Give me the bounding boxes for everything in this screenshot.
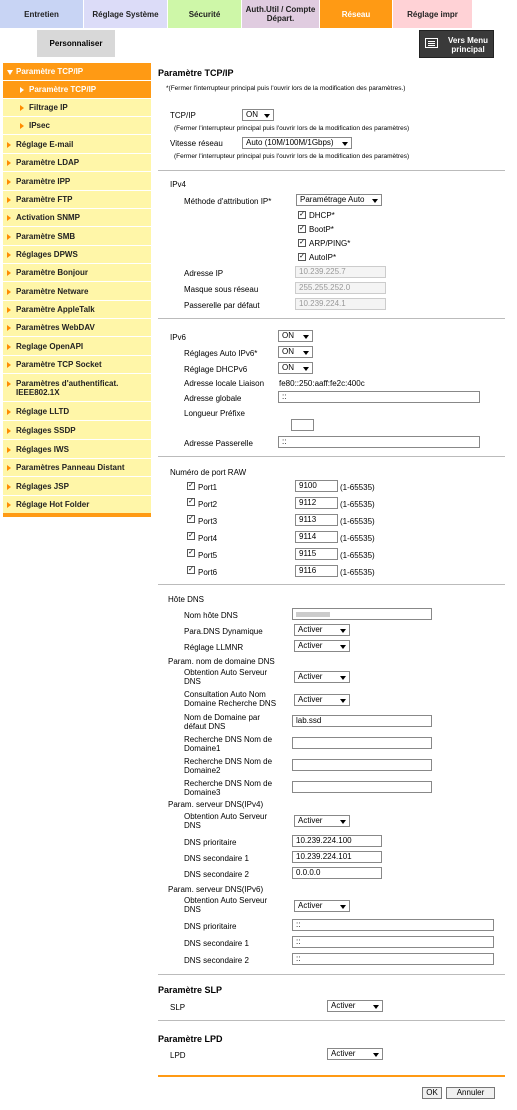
sidebar-item-label: Réglage Hot Folder — [16, 500, 90, 509]
sidebar-item-label: Réglages DPWS — [16, 250, 78, 259]
dhcpv6-select[interactable] — [278, 362, 313, 374]
lpd-value: Activer — [331, 1049, 356, 1058]
port1-field[interactable]: 9100 — [295, 480, 338, 492]
slp-value: Activer — [331, 1001, 356, 1010]
default-domain-label: Nom de Domaine par défaut DNS — [184, 713, 261, 731]
link-local-value: fe80::250:aaff:fe2c:400c — [279, 379, 365, 388]
sidebar-item-ftp[interactable] — [3, 191, 151, 209]
ipv6-auto-value: ON — [282, 347, 294, 356]
chevron-right-icon — [7, 215, 11, 221]
sidebar-item-label: Paramètre Netware — [16, 287, 89, 296]
port5-range: (1-65535) — [340, 551, 375, 560]
chevron-right-icon — [7, 484, 11, 490]
v6-secondary1-label: DNS secondaire 1 — [184, 939, 249, 948]
slp-select[interactable] — [327, 1000, 383, 1012]
search1-label: Recherche DNS Nom de Domaine1 — [184, 735, 273, 753]
sidebar-item-label: Réglage E-mail — [16, 140, 74, 149]
vitesse-value: Auto (10M/100M/1Gbps) — [246, 138, 334, 147]
sidebar-item-ipp[interactable] — [3, 173, 151, 191]
chevron-right-icon — [20, 87, 24, 93]
dropdown-arrow-icon — [342, 142, 348, 146]
dyn-dns-select[interactable] — [294, 624, 350, 636]
port4-checkbox[interactable]: ✓ — [188, 532, 194, 539]
tab-securite[interactable]: Sécurité — [168, 0, 242, 28]
divider — [158, 456, 505, 457]
port5-field[interactable]: 9115 — [295, 548, 338, 560]
sidebar-item-label: Réglages IWS — [16, 445, 69, 454]
dropdown-arrow-icon — [340, 645, 346, 649]
v6-auto-label: Obtention Auto Serveur DNS — [184, 896, 268, 914]
dns-host-field[interactable] — [292, 608, 432, 620]
chevron-right-icon — [7, 289, 11, 295]
arp-ping-label: ARP/PING* — [309, 239, 351, 248]
chevron-right-icon — [7, 381, 11, 387]
main-content — [158, 63, 508, 1108]
ipv6-gateway-field[interactable]: :: — [278, 436, 480, 448]
llmnr-select[interactable] — [294, 640, 350, 652]
raw-port-heading: Numéro de port RAW — [170, 468, 247, 477]
vitesse-note: (Fermer l'interrupteur principal puis l'ouvrir lors de la modification des paramètres) — [174, 153, 410, 160]
search1-field[interactable] — [292, 737, 432, 749]
port2-range: (1-65535) — [340, 500, 375, 509]
ok-button[interactable]: OK — [422, 1087, 442, 1099]
port3-checkbox[interactable]: ✓ — [188, 515, 194, 522]
autoip-checkbox[interactable]: ✓ — [299, 253, 305, 260]
gateway-field[interactable]: 10.239.224.1 — [295, 298, 386, 310]
port5-label: Port5 — [198, 551, 218, 560]
port3-range: (1-65535) — [340, 517, 375, 526]
dropdown-arrow-icon — [303, 351, 309, 355]
auto-server-value: Activer — [298, 672, 323, 681]
ip-method-label: Méthode d'attribution IP* — [184, 197, 272, 206]
sidebar — [3, 63, 151, 513]
llmnr-value: Activer — [298, 641, 323, 650]
chevron-right-icon — [7, 428, 11, 434]
ipv6-select[interactable] — [278, 330, 313, 342]
dhcp-label: DHCP* — [309, 211, 335, 220]
chevron-right-icon — [7, 160, 11, 166]
sidebar-item-jsp[interactable] — [3, 478, 151, 496]
sidebar-item-tcp-socket[interactable] — [3, 356, 151, 374]
ipv4-heading: IPv4 — [170, 180, 187, 189]
tab-reseau[interactable]: Réseau — [320, 0, 393, 28]
prefix-length-label: Longueur Préfixe — [184, 409, 245, 418]
v6-auto-select[interactable] — [294, 900, 350, 912]
sidebar-item-label: Paramètre LDAP — [16, 158, 80, 167]
ip-address-field[interactable]: 10.239.225.7 — [295, 266, 386, 278]
port3-label: Port3 — [198, 517, 218, 526]
v4-secondary2-label: DNS secondaire 2 — [184, 870, 249, 879]
sidebar-item-label: Réglage LLTD — [16, 407, 70, 416]
consult-select[interactable] — [294, 694, 350, 706]
port4-range: (1-65535) — [340, 534, 375, 543]
sidebar-item-iws[interactable] — [3, 441, 151, 459]
sidebar-item-label: Reglage OpenAPI — [16, 342, 84, 351]
sidebar-item-snmp[interactable] — [3, 209, 151, 227]
sidebar-item-label: Paramètre TCP/IP — [16, 67, 84, 76]
chevron-right-icon — [7, 252, 11, 258]
ip-method-select[interactable] — [296, 194, 382, 206]
chevron-right-icon — [20, 123, 24, 129]
sidebar-item-label: Filtrage IP — [29, 103, 68, 112]
sidebar-item-smb[interactable] — [3, 228, 151, 246]
consult-label: Consultation Auto Nom Domaine Recherche DNS — [184, 690, 277, 708]
vitesse-label: Vitesse réseau — [170, 139, 223, 148]
tcpip-label: TCP/IP — [170, 111, 196, 120]
port6-checkbox[interactable]: ✓ — [188, 566, 194, 573]
sidebar-item-openapi[interactable] — [3, 338, 151, 356]
main-menu-button[interactable] — [419, 30, 494, 58]
chevron-right-icon — [7, 307, 11, 313]
dns-host-label: Nom hôte DNS — [184, 611, 238, 620]
sidebar-item-panneau-distant[interactable] — [3, 459, 151, 477]
global-address-label: Adresse globale — [184, 394, 242, 403]
ipv6-auto-label: Réglages Auto IPv6* — [184, 349, 258, 358]
ip-method-value: Paramétrage Auto — [300, 195, 365, 204]
dropdown-arrow-icon — [264, 114, 270, 118]
port2-label: Port2 — [198, 500, 218, 509]
ipv6-gateway-label: Adresse Passerelle — [184, 439, 253, 448]
ipv6-heading: IPv6 — [170, 333, 187, 342]
sidebar-item-ieee8021x[interactable] — [3, 375, 151, 402]
sidebar-item-dpws[interactable] — [3, 246, 151, 264]
sidebar-item-ldap[interactable] — [3, 154, 151, 172]
v6-secondary2-label: DNS secondaire 2 — [184, 956, 249, 965]
arp-ping-checkbox[interactable]: ✓ — [299, 239, 305, 246]
dropdown-arrow-icon — [373, 1053, 379, 1057]
sidebar-item-ipsec[interactable] — [3, 117, 151, 135]
dns-v6-heading: Param. serveur DNS(IPv6) — [168, 885, 264, 894]
chevron-down-icon — [7, 70, 13, 75]
v6-primary-label: DNS prioritaire — [184, 922, 237, 931]
sidebar-item-label: IPsec — [29, 121, 50, 130]
tab-entretien[interactable]: Entretien — [0, 0, 84, 28]
v4-auto-value: Activer — [298, 816, 323, 825]
main-menu-label: Vers Menu principal — [447, 36, 488, 54]
lpd-label: LPD — [170, 1051, 186, 1060]
port2-checkbox[interactable]: ✓ — [188, 498, 194, 505]
dropdown-arrow-icon — [340, 676, 346, 680]
dropdown-arrow-icon — [303, 367, 309, 371]
cancel-button[interactable]: Annuler — [446, 1087, 495, 1099]
sidebar-item-hot-folder[interactable] — [3, 496, 151, 514]
default-domain-field[interactable]: lab.ssd — [292, 715, 432, 727]
v6-secondary1-field[interactable]: :: — [292, 936, 494, 948]
search3-field[interactable] — [292, 781, 432, 793]
port5-checkbox[interactable]: ✓ — [188, 549, 194, 556]
sidebar-item-filtrage-ip[interactable] — [3, 99, 151, 117]
chevron-right-icon — [7, 362, 11, 368]
sidebar-item-email[interactable] — [3, 136, 151, 154]
ipv6-value: ON — [282, 331, 294, 340]
v4-auto-label: Obtention Auto Serveur DNS — [184, 812, 268, 830]
slp-label: SLP — [170, 1003, 186, 1012]
sidebar-item-label: Paramètres Panneau Distant — [16, 463, 125, 472]
bootp-label: BootP* — [309, 225, 334, 234]
port3-field[interactable]: 9113 — [295, 514, 338, 526]
v4-auto-select[interactable] — [294, 815, 350, 827]
chevron-right-icon — [7, 270, 11, 276]
sidebar-item-label: Paramètres WebDAV — [16, 323, 95, 332]
port6-field[interactable]: 9116 — [295, 565, 338, 577]
dns-v4-heading: Param. serveur DNS(IPv4) — [168, 800, 264, 809]
chevron-right-icon — [7, 197, 11, 203]
sidebar-item-webdav[interactable] — [3, 319, 151, 337]
tab-reglage-impr[interactable]: Réglage impr — [393, 0, 473, 28]
port1-checkbox[interactable]: ✓ — [188, 482, 194, 489]
dropdown-arrow-icon — [373, 1005, 379, 1009]
dropdown-arrow-icon — [303, 335, 309, 339]
search2-label: Recherche DNS Nom de Domaine2 — [184, 757, 273, 775]
sidebar-item-label: Paramètre SMB — [16, 232, 76, 241]
sidebar-item-appletalk[interactable] — [3, 301, 151, 319]
divider — [158, 170, 505, 171]
chevron-right-icon — [7, 325, 11, 331]
chevron-right-icon — [7, 344, 11, 350]
v4-secondary1-label: DNS secondaire 1 — [184, 854, 249, 863]
port4-field[interactable]: 9114 — [295, 531, 338, 543]
search3-label: Recherche DNS Nom de Domaine3 — [184, 779, 273, 797]
subnet-mask-label: Masque sous réseau — [184, 285, 259, 294]
sidebar-item-label: Paramètre AppleTalk — [16, 305, 95, 314]
auto-server-select[interactable] — [294, 671, 350, 683]
dyn-dns-label: Para.DNS Dynamique — [184, 627, 263, 636]
dns-host-heading: Hôte DNS — [168, 595, 205, 604]
restart-note: *(Fermer l'interrupteur principal puis l'ouvrir lors de la modification des paramètres.) — [166, 85, 406, 92]
chevron-right-icon — [7, 234, 11, 240]
dropdown-arrow-icon — [340, 629, 346, 633]
ip-address-label: Adresse IP — [184, 269, 224, 278]
dyn-dns-value: Activer — [298, 625, 323, 634]
dropdown-arrow-icon — [340, 820, 346, 824]
sidebar-item-label: Paramètre TCP/IP — [29, 85, 97, 94]
tab-auth-compte[interactable]: Auth.Util / Compte Départ. — [242, 0, 320, 28]
page-title: Paramètre TCP/IP — [158, 68, 234, 78]
tab-reglage-systeme[interactable]: Réglage Système — [84, 0, 168, 28]
lpd-select[interactable] — [327, 1048, 383, 1060]
divider — [158, 1020, 505, 1021]
port6-range: (1-65535) — [340, 568, 375, 577]
chevron-right-icon — [7, 465, 11, 471]
sidebar-item-label: Paramètre IPP — [16, 177, 71, 186]
sidebar-item-bonjour[interactable] — [3, 264, 151, 282]
chevron-right-icon — [7, 142, 11, 148]
vitesse-select[interactable] — [242, 137, 352, 149]
tcpip-note: (Fermer l'interrupteur principal puis l'ouvrir lors de la modification des paramètres) — [174, 125, 410, 132]
sidebar-item-tcpip[interactable] — [3, 81, 151, 99]
dropdown-arrow-icon — [372, 199, 378, 203]
sidebar-bottom-bar — [3, 513, 151, 517]
v6-primary-field[interactable]: :: — [292, 919, 494, 931]
port6-label: Port6 — [198, 568, 218, 577]
v6-secondary2-field[interactable]: :: — [292, 953, 494, 965]
chevron-right-icon — [7, 179, 11, 185]
lpd-heading: Paramètre LPD — [158, 1034, 223, 1044]
search2-field[interactable] — [292, 759, 432, 771]
tab-personnaliser[interactable]: Personnaliser — [37, 30, 115, 57]
slp-heading: Paramètre SLP — [158, 985, 223, 995]
link-local-label: Adresse locale Liaison — [184, 379, 265, 388]
redacted-hostname — [296, 612, 330, 617]
divider — [158, 584, 505, 585]
port2-field[interactable]: 9112 — [295, 497, 338, 509]
sidebar-item-netware[interactable] — [3, 283, 151, 301]
dropdown-arrow-icon — [340, 699, 346, 703]
sidebar-item-label: Réglages SSDP — [16, 426, 76, 435]
footer-divider — [158, 1075, 505, 1077]
sidebar-item-label: Paramètre FTP — [16, 195, 73, 204]
dns-domain-heading: Param. nom de domaine DNS — [168, 657, 275, 666]
top-tab-bar — [0, 0, 517, 28]
chevron-right-icon — [7, 502, 11, 508]
sidebar-item-label: Paramètre TCP Socket — [16, 360, 102, 369]
sidebar-item-label: Réglages JSP — [16, 482, 69, 491]
gateway-label: Passerelle par défaut — [184, 301, 260, 310]
v4-primary-field[interactable]: 10.239.224.100 — [292, 835, 382, 847]
auto-server-label: Obtention Auto Serveur DNS — [184, 668, 268, 686]
bootp-checkbox[interactable]: ✓ — [299, 225, 305, 232]
chevron-right-icon — [7, 409, 11, 415]
chevron-right-icon — [7, 447, 11, 453]
dhcpv6-label: Réglage DHCPv6 — [184, 365, 248, 374]
v4-primary-label: DNS prioritaire — [184, 838, 237, 847]
llmnr-label: Réglage LLMNR — [184, 643, 244, 652]
sidebar-item-label: Paramètre Bonjour — [16, 268, 89, 277]
port1-label: Port1 — [198, 483, 218, 492]
subnet-mask-field[interactable]: 255.255.252.0 — [295, 282, 386, 294]
consult-value: Activer — [298, 695, 323, 704]
dropdown-arrow-icon — [340, 905, 346, 909]
global-address-field[interactable]: :: — [278, 391, 480, 403]
dhcpv6-value: ON — [282, 363, 294, 372]
tcpip-value: ON — [246, 110, 258, 119]
v4-secondary2-field[interactable]: 0.0.0.0 — [292, 867, 382, 879]
port4-label: Port4 — [198, 534, 218, 543]
divider — [158, 974, 505, 975]
dhcp-checkbox[interactable]: ✓ — [299, 211, 305, 218]
sidebar-item-label: Activation SNMP — [16, 213, 81, 222]
v6-auto-value: Activer — [298, 901, 323, 910]
divider — [158, 318, 505, 319]
chevron-right-icon — [20, 105, 24, 111]
sidebar-item-ssdp[interactable] — [3, 422, 151, 440]
sidebar-item-lltd[interactable] — [3, 403, 151, 421]
tcpip-select[interactable] — [242, 109, 274, 121]
autoip-label: AutoIP* — [309, 253, 337, 262]
ipv6-auto-select[interactable] — [278, 346, 313, 358]
v4-secondary1-field[interactable]: 10.239.224.101 — [292, 851, 382, 863]
prefix-length-field[interactable] — [291, 419, 314, 431]
menu-icon — [425, 38, 438, 48]
sidebar-item-tcpip-group[interactable] — [3, 63, 151, 81]
port1-range: (1-65535) — [340, 483, 375, 492]
sidebar-item-label: Paramètres d'authentificat. IEEE802.1X — [16, 379, 119, 397]
